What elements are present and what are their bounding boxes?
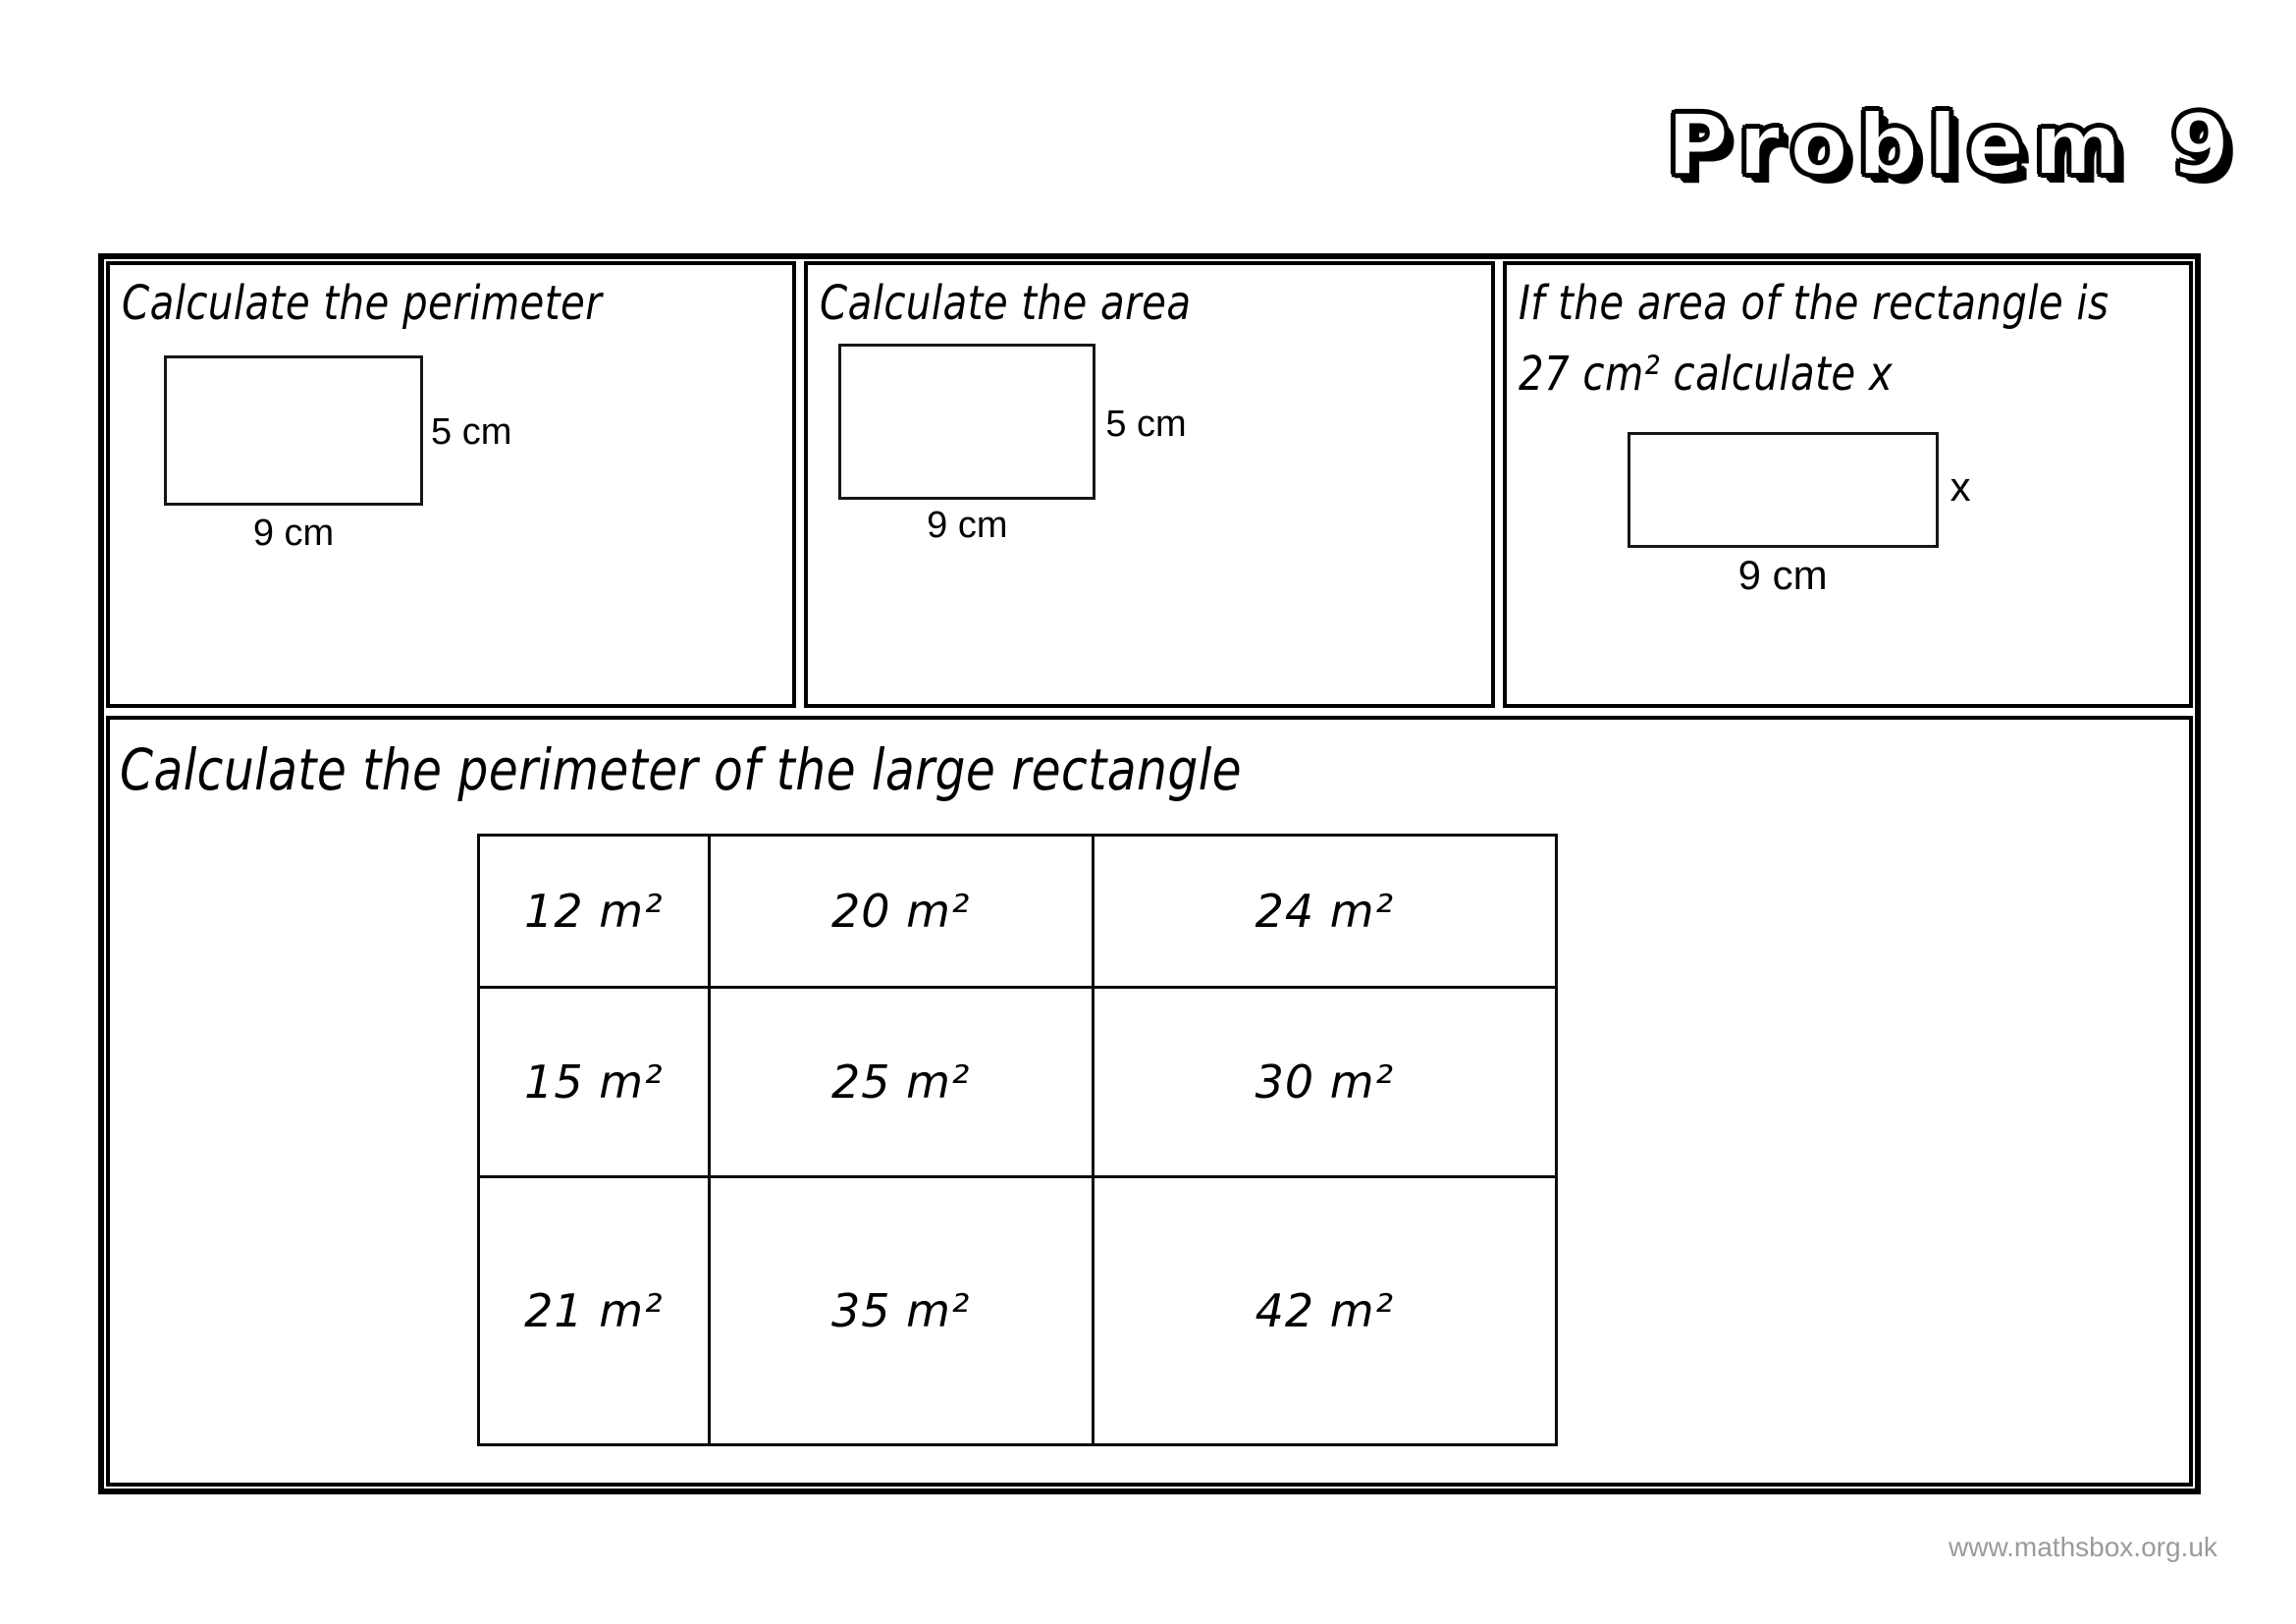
perimeter-rectangle-figure xyxy=(164,355,423,506)
page-title: Problem 9 xyxy=(1667,96,2240,194)
panel-solve-x xyxy=(1503,261,2193,708)
grid-cell: 21 m² xyxy=(480,1178,711,1443)
top-row xyxy=(106,261,2193,708)
bottom-heading xyxy=(120,735,1456,804)
panel-heading xyxy=(122,273,693,334)
solve-x-rectangle-figure xyxy=(1628,432,1939,548)
bottom-heading-text: Calculate the perimeter of the large rectangle xyxy=(120,736,1243,803)
panel-large-rectangle xyxy=(106,716,2193,1487)
panel-heading-text: Calculate the area xyxy=(820,276,1192,331)
grid-cell: 30 m² xyxy=(1095,989,1555,1178)
grid-cell: 35 m² xyxy=(711,1178,1095,1443)
panel-heading-text: Calculate the perimeter xyxy=(122,276,603,331)
rectangle-width-label: 9 cm xyxy=(252,513,335,554)
panel-calculate-perimeter xyxy=(106,261,796,708)
panel-heading-line1 xyxy=(1519,273,2221,334)
rectangle-width-label: 9 cm xyxy=(927,505,1008,546)
panel-heading-line2 xyxy=(1519,344,1964,405)
panel-heading xyxy=(820,273,1262,334)
grid-cell: 20 m² xyxy=(711,837,1095,989)
panel-heading-text: 27 cm² calculate x xyxy=(1518,347,1893,402)
panel-calculate-area xyxy=(804,261,1494,708)
rectangle-height-label: 5 cm xyxy=(1105,404,1187,445)
grid-cell: 25 m² xyxy=(711,989,1095,1178)
area-rectangle-figure xyxy=(838,344,1095,500)
grid-cell: 12 m² xyxy=(480,837,711,989)
rectangle-height-label: x xyxy=(1949,463,1971,510)
rectangle-width-label: 9 cm xyxy=(1737,552,1828,598)
grid-cell: 42 m² xyxy=(1255,1283,1395,1337)
grid-cell: 15 m² xyxy=(480,989,711,1178)
worksheet-board xyxy=(98,253,2201,1494)
rectangle-height-label: 5 cm xyxy=(431,411,512,453)
footer-url: www.mathsbox.org.uk xyxy=(1949,1532,2217,1562)
panel-heading-text: If the area of the rectangle is xyxy=(1518,276,2109,331)
grid-cell: 24 m² xyxy=(1095,837,1555,989)
area-grid xyxy=(477,834,1558,1446)
